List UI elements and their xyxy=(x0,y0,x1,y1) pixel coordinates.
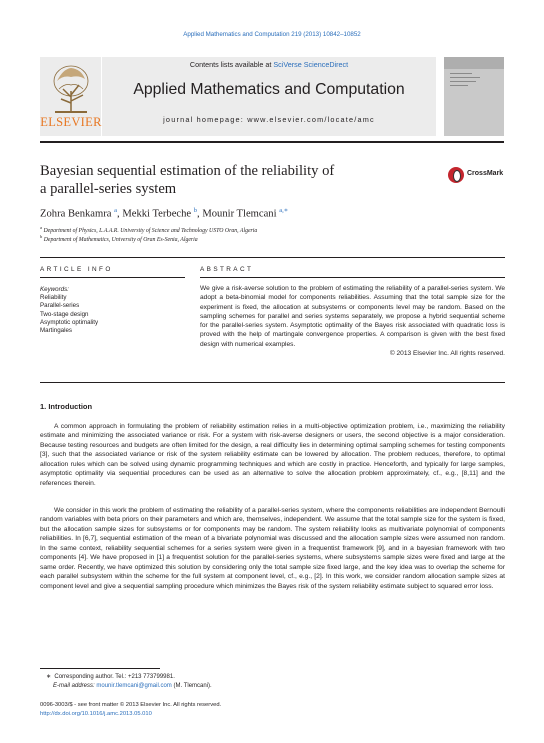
keyword-item: Martingales xyxy=(40,327,72,335)
keywords-label: Keywords: xyxy=(40,286,69,293)
footnote-mark: ∗ xyxy=(46,674,52,680)
introduction-heading: 1. Introduction xyxy=(40,402,93,411)
affiliation-text: Department of Physics, L.A.A.R. University of Science and Technology USTO Oran, Algeria xyxy=(43,227,258,234)
journal-title: Applied Mathematics and Computation xyxy=(133,81,405,98)
corresponding-author-text: Corresponding author. Tel.: +213 773799981. xyxy=(54,674,175,680)
corresponding-author-note xyxy=(46,673,175,681)
contents-available-line xyxy=(102,60,436,69)
issn-line: 0096-3003/$ - see front matter © 2013 Elsevier Inc. All rights reserved. xyxy=(40,702,222,708)
homepage-link[interactable]: www.elsevier.com/locate/amc xyxy=(247,115,375,124)
affiliation-text: Department of Mathematics, University of Oran Es-Senia, Algeria xyxy=(43,236,198,243)
article-title-line-1: Bayesian sequential estimation of the reliability of xyxy=(40,163,335,179)
keyword-item: Asymptotic optimality xyxy=(40,318,99,326)
author-name: Mekki Terbeche xyxy=(122,208,192,220)
info-top-divider xyxy=(40,257,505,258)
author-affiliation-mark[interactable]: a xyxy=(114,207,118,214)
article-title xyxy=(40,163,400,198)
affiliation-mark: a xyxy=(40,225,42,230)
journal-reference[interactable]: Applied Mathematics and Computation 219 (2013) 10842–10852 xyxy=(183,31,361,38)
contents-prefix: Contents lists available at xyxy=(189,60,274,69)
elsevier-tree-icon xyxy=(49,63,93,115)
footnote-rule xyxy=(40,668,160,669)
abstract-body xyxy=(200,284,505,358)
abstract-heading: ABSTRACT xyxy=(200,266,254,273)
email-suffix: (M. Tlemcani). xyxy=(171,683,212,689)
article-info-rule xyxy=(40,277,185,278)
crossmark-label: CrossMark xyxy=(467,170,504,177)
affiliation-b xyxy=(40,234,198,243)
abstract-bottom-divider xyxy=(40,382,505,383)
author-name: Mounir Tlemcani xyxy=(202,208,277,220)
article-title-line-2: a parallel-series system xyxy=(40,180,177,197)
author-affiliation-mark[interactable]: a,∗ xyxy=(279,207,289,214)
abstract-text: We give a risk-averse solution to the problem of estimating the reliability of a parallel-series system. We adopt a beta-binomial model for components reliabilities. Assuming that the total sample size for the experiment is fixed, the allocation at subsystems or components level may be random. Based on the sampling schemes for parallel and series systems separately, we propose a hybrid sequential scheme for the parallel-series system. Asymptotic optimality of the Bayes risk associated with quadratic loss is proved with the help of martingale convergence properties. A comparison is given with the best fixed design with numerical examples. xyxy=(200,285,505,348)
email-label: E-mail address: xyxy=(53,683,97,689)
journal-cover-thumbnail[interactable] xyxy=(444,57,504,136)
homepage-prefix: journal homepage: xyxy=(163,115,248,124)
intro-paragraph-2: We consider in this work the problem of estimating the reliability of a parallel-series system, where the components reliabilities are independent Bernoulli random variables with beta priors on their parameters and which are, themselves, independent. We assume that the total sample size for the system is fixed, but the allocation sample sizes for subsystems or for components may be random. The system reliability looks as multivariate polynomial of components reliabilities. In [6,7], sequential estimation of the mean of a bivariate polynomial was discussed and the allocation sample sizes were assumed non random. In the same context, reliability sequential schemes for a series system were given in a frequentist framework [9], and in a bayesian framework with two components [4]. We have proposed in [1] a frequentist solution for the parallel-series systems, where subsystems sample sizes were fixed and large at the same order. Recently, we have optimized this solution by considering only the total sample size fixed large, and the key idea was to overlap the scheme for each parallel subsystem within the scheme for the full system at component level, cf., e.g., [2]. In this work, we consider random allocation sample sizes at component level and give a sequential sampling procedure which minimizes the Bayes risk of the system reliability estimate subject to squared error loss. xyxy=(40,507,505,590)
affiliation-mark: b xyxy=(40,234,43,239)
author-list: Zohra Benkamra $^a$, Mekki Terbeche $^b$, Mounir Tlemcani $^{a,∗}$ xyxy=(40,207,289,220)
article-info-heading: ARTICLE INFO xyxy=(40,266,113,273)
keyword-item: Two-stage design xyxy=(40,310,89,318)
crossmark-icon xyxy=(448,167,464,183)
abstract-rule xyxy=(200,277,505,278)
journal-homepage-line xyxy=(102,115,436,124)
affiliation-a xyxy=(40,225,257,234)
header-divider xyxy=(40,141,504,143)
author-name: Zohra Benkamra xyxy=(40,208,112,220)
author-affiliation-mark[interactable]: b xyxy=(193,207,198,214)
email-note xyxy=(53,682,212,690)
elsevier-wordmark: ELSEVIER xyxy=(40,115,102,129)
keyword-item: Parallel-series xyxy=(40,302,80,310)
author-email-link[interactable]: mounir.tlemcani@gmail.com xyxy=(96,683,172,689)
crossmark-badge[interactable] xyxy=(448,166,504,184)
keywords-block xyxy=(40,286,98,335)
abstract-copyright: © 2013 Elsevier Inc. All rights reserved. xyxy=(389,350,505,358)
doi-link[interactable]: http://dx.doi.org/10.1016/j.amc.2013.05.010 xyxy=(40,711,152,717)
intro-paragraph-1: A common approach in formulating the problem of reliability estimation relies in a multi-objective optimization problem, i.e., maximizing the reliability estimate and minimizing the associated variance or risk. For a system with risk-averse designers or users, the second objective is a major consideration. Because testing resources and budgets are often limited for the design, a real difficulty lies in determining optimal sampling schemes for testing components [3], such that the associated variance or risk of the system reliability estimate can be lowered by allocation. The problem reduces, therefore, to optimal allocation rules which can be solved using dynamic programming techniques and which are costly in practice. Henceforth, and typically for large samples, asymptotic optimality via sequential procedures can be used as an alternative to solve the allocation problem approximately, cf., e.g., [8,11] and the references therein. xyxy=(40,423,505,487)
elsevier-logo[interactable] xyxy=(40,57,102,136)
keyword-item: Reliability xyxy=(40,294,67,302)
sciencedirect-link[interactable]: SciVerse ScienceDirect xyxy=(273,60,349,69)
cover-band xyxy=(444,57,504,69)
